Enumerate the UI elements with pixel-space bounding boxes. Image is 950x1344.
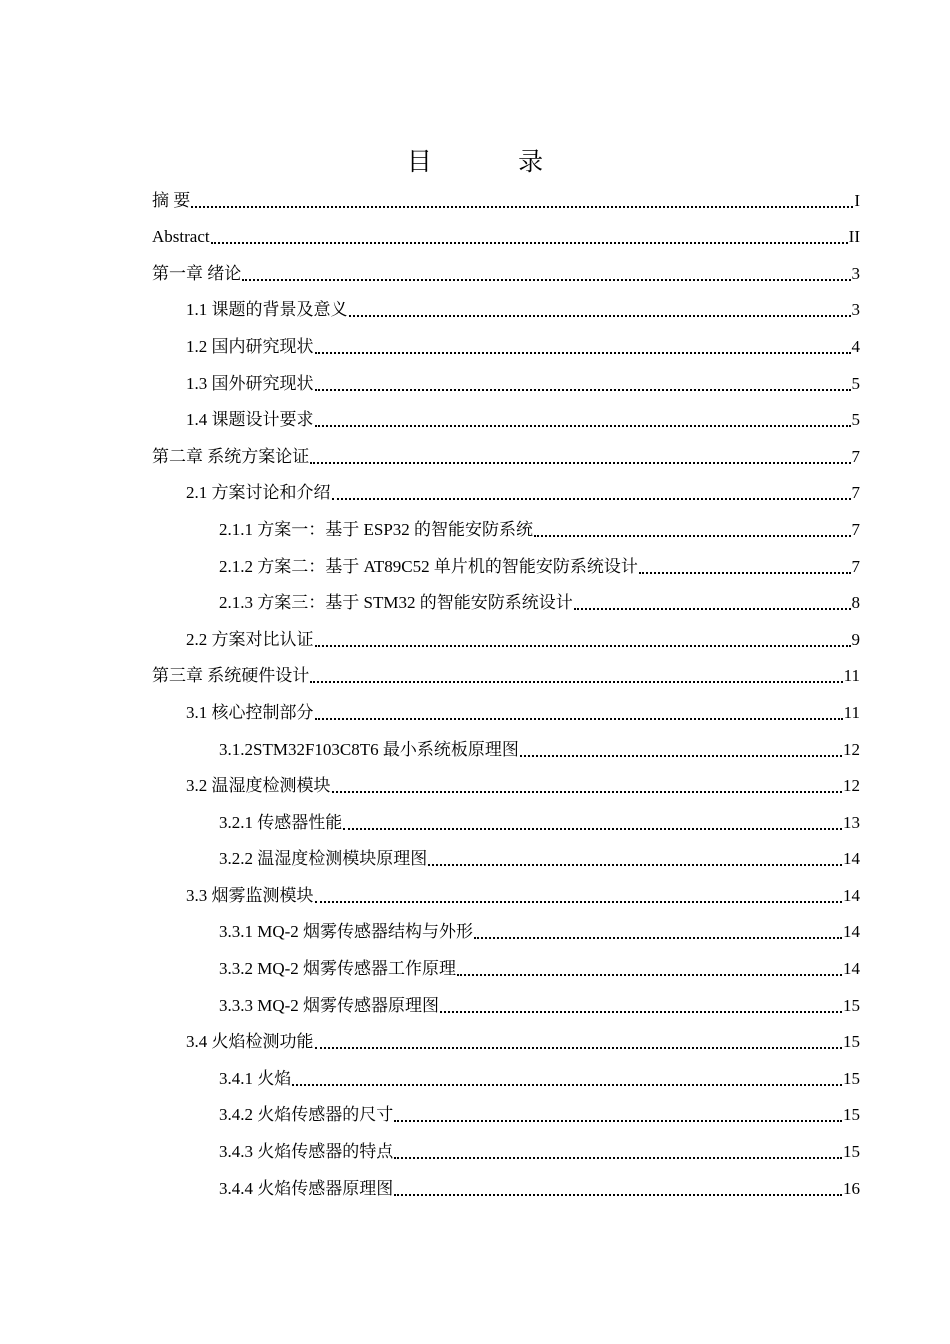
toc-entry-page-number: 7 <box>851 446 860 466</box>
toc-entry-label: 3.2 温湿度检测模块 <box>186 776 331 796</box>
toc-entry[interactable] <box>152 913 860 950</box>
toc-entry-label: 3.4.4 火焰传感器原理图 <box>219 1178 394 1198</box>
toc-entry[interactable] <box>152 657 860 694</box>
toc-entry-label: 1.4 课题设计要求 <box>186 410 314 430</box>
toc-entry-label: Abstract <box>152 227 210 247</box>
toc-entry-label: 3.1 核心控制部分 <box>186 702 314 722</box>
toc-entry[interactable] <box>152 181 860 218</box>
toc-entry-page-number: 3 <box>851 263 860 283</box>
toc-dot-leader <box>474 937 842 939</box>
toc-entry[interactable] <box>152 620 860 657</box>
toc-entry-page-number: 16 <box>843 1178 860 1198</box>
toc-dot-leader <box>428 864 842 866</box>
toc-entry-label: 2.1.3 方案三：基于 STM32 的智能安防系统设计 <box>219 593 573 613</box>
toc-dot-leader <box>292 1084 842 1086</box>
toc-entry[interactable] <box>152 949 860 986</box>
toc-entry[interactable] <box>152 291 860 328</box>
toc-entry-label: 3.1.2STM32F103C8T6 最小系统板原理图 <box>219 739 519 759</box>
toc-entry[interactable] <box>152 547 860 584</box>
toc-dot-leader <box>520 755 842 757</box>
toc-entry[interactable] <box>152 1023 860 1060</box>
toc-entry-label: 第一章 绪论 <box>152 263 242 283</box>
toc-dot-leader <box>310 681 842 683</box>
toc-dot-leader <box>242 279 850 281</box>
toc-dot-leader <box>191 206 853 208</box>
toc-dot-leader <box>394 1157 842 1159</box>
toc-entry-label: 2.1.2 方案二：基于 AT89C52 单片机的智能安防系统设计 <box>219 556 638 576</box>
toc-dot-leader <box>394 1194 842 1196</box>
toc-dot-leader <box>574 608 851 610</box>
toc-entry[interactable] <box>152 767 860 804</box>
toc-entry[interactable] <box>152 584 860 621</box>
toc-entry-page-number: 14 <box>843 922 860 942</box>
toc-entry[interactable] <box>152 1096 860 1133</box>
toc-entry-label: 2.2 方案对比认证 <box>186 629 314 649</box>
toc-entry-label: 3.3 烟雾监测模块 <box>186 885 314 905</box>
toc-entry-label: 3.4.1 火焰 <box>219 1068 292 1088</box>
toc-entry-label: 3.3.3 MQ-2 烟雾传感器原理图 <box>219 995 440 1015</box>
toc-entry[interactable] <box>152 803 860 840</box>
toc-entry[interactable] <box>152 840 860 877</box>
toc-entry-page-number: 15 <box>843 995 860 1015</box>
toc-entry-label: 3.4.2 火焰传感器的尺寸 <box>219 1105 394 1125</box>
toc-entry-label: 1.1 课题的背景及意义 <box>186 300 348 320</box>
toc-entry-label: 3.2.2 温湿度检测模块原理图 <box>219 849 428 869</box>
toc-dot-leader <box>310 462 850 464</box>
toc-entry-page-number: 11 <box>843 702 860 722</box>
toc-entry-page-number: 11 <box>843 666 860 686</box>
toc-entry[interactable] <box>152 876 860 913</box>
toc-entry-page-number: 3 <box>851 300 860 320</box>
toc-entry-label: 2.1 方案讨论和介绍 <box>186 483 331 503</box>
toc-dot-leader <box>534 535 850 537</box>
toc-entry[interactable] <box>152 401 860 438</box>
toc-entry[interactable] <box>152 1169 860 1206</box>
toc-entry[interactable] <box>152 254 860 291</box>
toc-dot-leader <box>343 828 842 830</box>
toc-entry-label: 3.4 火焰检测功能 <box>186 1032 314 1052</box>
toc-entry-page-number: 14 <box>843 959 860 979</box>
toc-dot-leader <box>211 242 848 244</box>
toc-dot-leader <box>349 315 851 317</box>
toc-entry-label: 第二章 系统方案论证 <box>152 446 310 466</box>
toc-entry[interactable] <box>152 1059 860 1096</box>
toc-entry-label: 第三章 系统硬件设计 <box>152 666 310 686</box>
toc-entry-label: 3.3.1 MQ-2 烟雾传感器结构与外形 <box>219 922 474 942</box>
toc-entry-page-number: 7 <box>851 556 860 576</box>
toc-entry-page-number: I <box>854 190 860 210</box>
toc-dot-leader <box>394 1120 842 1122</box>
toc-entry-page-number: 15 <box>843 1142 860 1162</box>
toc-dot-leader <box>639 572 851 574</box>
toc-dot-leader <box>315 352 851 354</box>
toc-dot-leader <box>332 498 851 500</box>
toc-entry-page-number: 7 <box>851 519 860 539</box>
toc-entry-page-number: 14 <box>843 849 860 869</box>
toc-entry-page-number: 5 <box>851 373 860 393</box>
toc-entry-page-number: 9 <box>851 629 860 649</box>
toc-entry-page-number: 12 <box>843 776 860 796</box>
toc-entry[interactable] <box>152 364 860 401</box>
toc-entry-page-number: 4 <box>851 336 860 356</box>
toc-entry-label: 3.3.2 MQ-2 烟雾传感器工作原理 <box>219 959 457 979</box>
toc-entry-label: 1.3 国外研究现状 <box>186 373 314 393</box>
toc-entry-label: 摘 要 <box>152 190 191 210</box>
toc-entry-page-number: 15 <box>843 1032 860 1052</box>
toc-entry-label: 2.1.1 方案一：基于 ESP32 的智能安防系统 <box>219 519 534 539</box>
toc-entry-page-number: 8 <box>851 593 860 613</box>
toc-dot-leader <box>315 425 851 427</box>
toc-entry-page-number: 14 <box>843 885 860 905</box>
toc-entry[interactable] <box>152 986 860 1023</box>
table-of-contents <box>152 181 860 1206</box>
toc-dot-leader <box>315 1047 843 1049</box>
toc-entry-page-number: II <box>848 227 860 247</box>
toc-entry-page-number: 12 <box>843 739 860 759</box>
toc-title: 目 录 <box>406 149 584 176</box>
toc-entry-page-number: 5 <box>851 410 860 430</box>
toc-dot-leader <box>332 791 843 793</box>
toc-dot-leader <box>315 389 851 391</box>
toc-entry-label: 3.4.3 火焰传感器的特点 <box>219 1142 394 1162</box>
toc-dot-leader <box>457 974 842 976</box>
toc-entry-label: 1.2 国内研究现状 <box>186 336 314 356</box>
toc-entry-page-number: 7 <box>851 483 860 503</box>
toc-entry-label: 3.2.1 传感器性能 <box>219 812 343 832</box>
toc-entry[interactable] <box>152 474 860 511</box>
toc-entry[interactable] <box>152 730 860 767</box>
toc-entry-page-number: 15 <box>843 1105 860 1125</box>
toc-dot-leader <box>315 718 843 720</box>
toc-dot-leader <box>315 645 851 647</box>
toc-entry-page-number: 13 <box>843 812 860 832</box>
toc-entry[interactable] <box>152 1132 860 1169</box>
toc-entry[interactable] <box>152 510 860 547</box>
toc-dot-leader <box>440 1011 842 1013</box>
toc-entry[interactable] <box>152 218 860 255</box>
toc-entry-page-number: 15 <box>843 1068 860 1088</box>
toc-entry[interactable] <box>152 327 860 364</box>
toc-entry[interactable] <box>152 693 860 730</box>
toc-dot-leader <box>315 901 843 903</box>
toc-entry[interactable] <box>152 437 860 474</box>
